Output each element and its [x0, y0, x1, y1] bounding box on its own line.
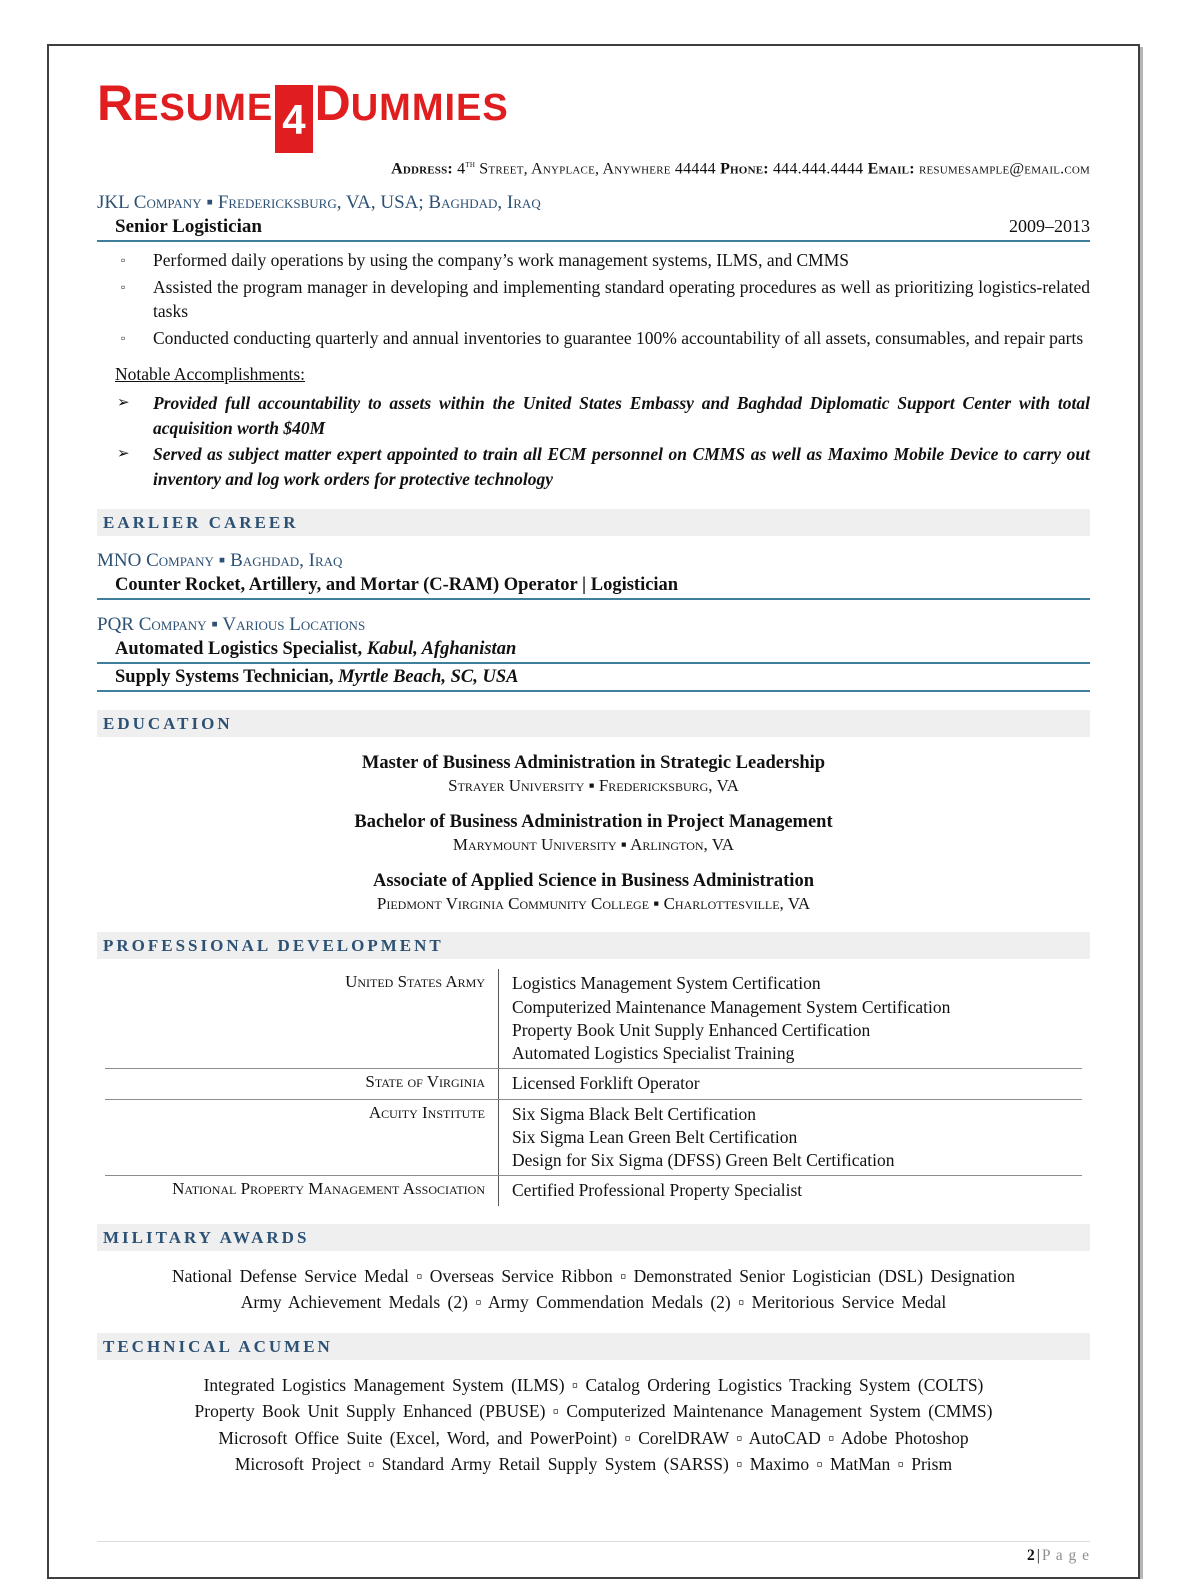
email-value: resumesample@email.com [918, 160, 1090, 178]
accomplishment-text: Served as subject matter expert appointed to train all ECM personnel on CMMS as well as Maximo Mobile Device to carry out inventory and log work orders for protective technology [153, 444, 1090, 489]
email-label: Email: [867, 160, 915, 178]
footer-divider: | [1036, 1547, 1040, 1565]
logo-letter: D [314, 75, 351, 131]
address-label: Address: [391, 160, 453, 178]
cert-cell [499, 1069, 1082, 1098]
org-cell: United States Army [105, 969, 499, 1068]
list-item [97, 442, 1090, 491]
school-line: Piedmont Virginia Community College ▪ Charlottesville, VA [376, 894, 811, 914]
technical-acumen-list [97, 1372, 1090, 1477]
role-title-text: Counter Rocket, Artillery, and Mortar (C-RAM) Operator | Logistician [115, 575, 679, 596]
divider-rule [97, 598, 1090, 600]
arrow-bullet-icon: ➢ [117, 395, 130, 412]
section-heading-education: EDUCATION [97, 710, 1090, 737]
cert-cell [499, 969, 1082, 1068]
page-content [49, 46, 1138, 1577]
logo-text: ESUME [133, 87, 274, 129]
cert-item: Licensed Forklift Operator [512, 1073, 700, 1094]
cert-item: Automated Logistics Specialist Training [512, 1043, 795, 1064]
page-footer [97, 1541, 1090, 1565]
role-title-text: Supply Systems Technician, [115, 667, 334, 688]
role-title-text: Automated Logistics Specialist, [115, 639, 363, 660]
address-number: 4 [457, 160, 466, 178]
divider-rule [97, 662, 1090, 664]
degree-title: Master of Business Administration in Strategic Leadership [361, 753, 826, 774]
job-title-row [97, 216, 1090, 238]
accomplishments-heading: Notable Accomplishments: [115, 364, 306, 385]
accomplishments-list [97, 391, 1090, 491]
school-line: Marymount University ▪ Arlington, VA [452, 835, 735, 855]
list-item [97, 248, 1090, 273]
company-line-jkl: JKL Company ▪ Fredericksburg, VA, USA; Baghdad, Iraq [97, 192, 541, 214]
education-entry [97, 871, 1090, 914]
tech-line: Microsoft Office Suite (Excel, Word, and PowerPoint) ▫ CorelDRAW ▫ AutoCAD ▫ Adobe Photoshop [218, 1427, 969, 1448]
job-title: Senior Logistician [115, 216, 262, 238]
table-row [105, 1176, 1082, 1205]
section-heading-technical-acumen: TECHNICAL ACUMEN [97, 1333, 1090, 1360]
section-heading-earlier-career: EARLIER CAREER [97, 509, 1090, 536]
list-item [97, 275, 1090, 324]
bullet-text: Performed daily operations by using the company’s work management systems, ILMS, and CMMS [153, 250, 850, 271]
degree-title: Bachelor of Business Administration in Project Management [354, 812, 833, 833]
square-bullet-icon: ▫ [121, 279, 126, 294]
cert-item: Computerized Maintenance Management System Certification [512, 996, 951, 1017]
resume-page [47, 44, 1140, 1579]
degree-title: Associate of Applied Science in Business Administration [373, 871, 814, 892]
tech-line: Property Book Unit Supply Enhanced (PBUSE) ▫ Computerized Maintenance Management System (CMMS) [194, 1401, 993, 1422]
cert-item: Design for Six Sigma (DFSS) Green Belt Certification [512, 1150, 895, 1171]
list-item [97, 391, 1090, 440]
professional-development-table [105, 969, 1082, 1205]
logo-letter: R [97, 75, 134, 131]
job-dates: 2009–2013 [1009, 216, 1090, 237]
page-number: 2 [1026, 1547, 1035, 1565]
cert-item: Property Book Unit Supply Enhanced Certification [512, 1019, 871, 1040]
divider-rule [97, 690, 1090, 692]
cert-item: Six Sigma Black Belt Certification [512, 1103, 756, 1124]
footer-label: P a g e [1041, 1547, 1090, 1565]
logo-text: UMMIES [350, 87, 509, 129]
table-row [105, 1069, 1082, 1099]
military-awards-list [97, 1263, 1090, 1316]
bullet-text: Assisted the program manager in developing and implementing standard operating procedures as well as prioritizing logistics-related tasks [153, 276, 1090, 322]
tech-line: Microsoft Project ▫ Standard Army Retail Supply System (SARSS) ▫ Maximo ▫ MatMan ▫ Prism [234, 1453, 953, 1474]
job-bullet-list [97, 248, 1090, 350]
phone-value: 444.444.4444 [772, 160, 864, 178]
bullet-text: Conducted conducting quarterly and annual inventories to guarantee 100% accountability of all assets, consumables, and repair parts [153, 327, 1084, 348]
divider-rule [97, 240, 1090, 242]
address-value: Street, Anyplace, Anywhere 44444 [479, 160, 716, 178]
logo-number-badge: 4 [275, 85, 312, 153]
cert-cell [499, 1176, 1082, 1205]
role-location: Myrtle Beach, SC, USA [338, 667, 519, 688]
education-entry [97, 812, 1090, 855]
company-line-mno: MNO Company ▪ Baghdad, Iraq [97, 550, 343, 572]
section-heading-professional-development: PROFESSIONAL DEVELOPMENT [97, 932, 1090, 959]
tech-line: Integrated Logistics Management System (ILMS) ▫ Catalog Ordering Logistics Tracking System (COLTS) [203, 1375, 984, 1396]
accomplishment-text: Provided full accountability to assets within the United States Embassy and Baghdad Diplomatic Support Center with total acquisition worth $40M [153, 393, 1090, 438]
org-cell: State of Virginia [105, 1069, 499, 1098]
awards-line: National Defense Service Medal ▫ Overseas Service Ribbon ▫ Demonstrated Senior Logistician (DSL) Designation [171, 1265, 1016, 1286]
list-item [97, 326, 1090, 351]
table-row [105, 969, 1082, 1069]
cert-item: Logistics Management System Certification [512, 973, 821, 994]
role-location: Kabul, Afghanistan [366, 639, 517, 660]
phone-label: Phone: [720, 160, 769, 178]
education-entry [97, 753, 1090, 796]
role-title [115, 575, 1090, 596]
company-line-pqr: PQR Company ▪ Various Locations [97, 614, 366, 636]
arrow-bullet-icon: ➢ [117, 446, 130, 463]
square-bullet-icon: ▫ [121, 253, 126, 268]
table-row [105, 1100, 1082, 1177]
section-heading-military-awards: MILITARY AWARDS [97, 1224, 1090, 1251]
awards-line: Army Achievement Medals (2) ▫ Army Commendation Medals (2) ▫ Meritorious Service Medal [240, 1291, 947, 1312]
address-ordinal: th [465, 159, 476, 170]
org-cell: National Property Management Association [105, 1176, 499, 1205]
resume4dummies-logo [97, 75, 1090, 153]
cert-item: Six Sigma Lean Green Belt Certification [512, 1126, 798, 1147]
contact-line [97, 159, 1090, 178]
square-bullet-icon: ▫ [121, 330, 126, 345]
school-line: Strayer University ▪ Fredericksburg, VA [448, 776, 739, 796]
role-title [115, 639, 1090, 660]
cert-cell [499, 1100, 1082, 1176]
org-cell: Acuity Institute [105, 1100, 499, 1176]
cert-item: Certified Professional Property Specialist [512, 1180, 803, 1201]
role-title [115, 667, 1090, 688]
